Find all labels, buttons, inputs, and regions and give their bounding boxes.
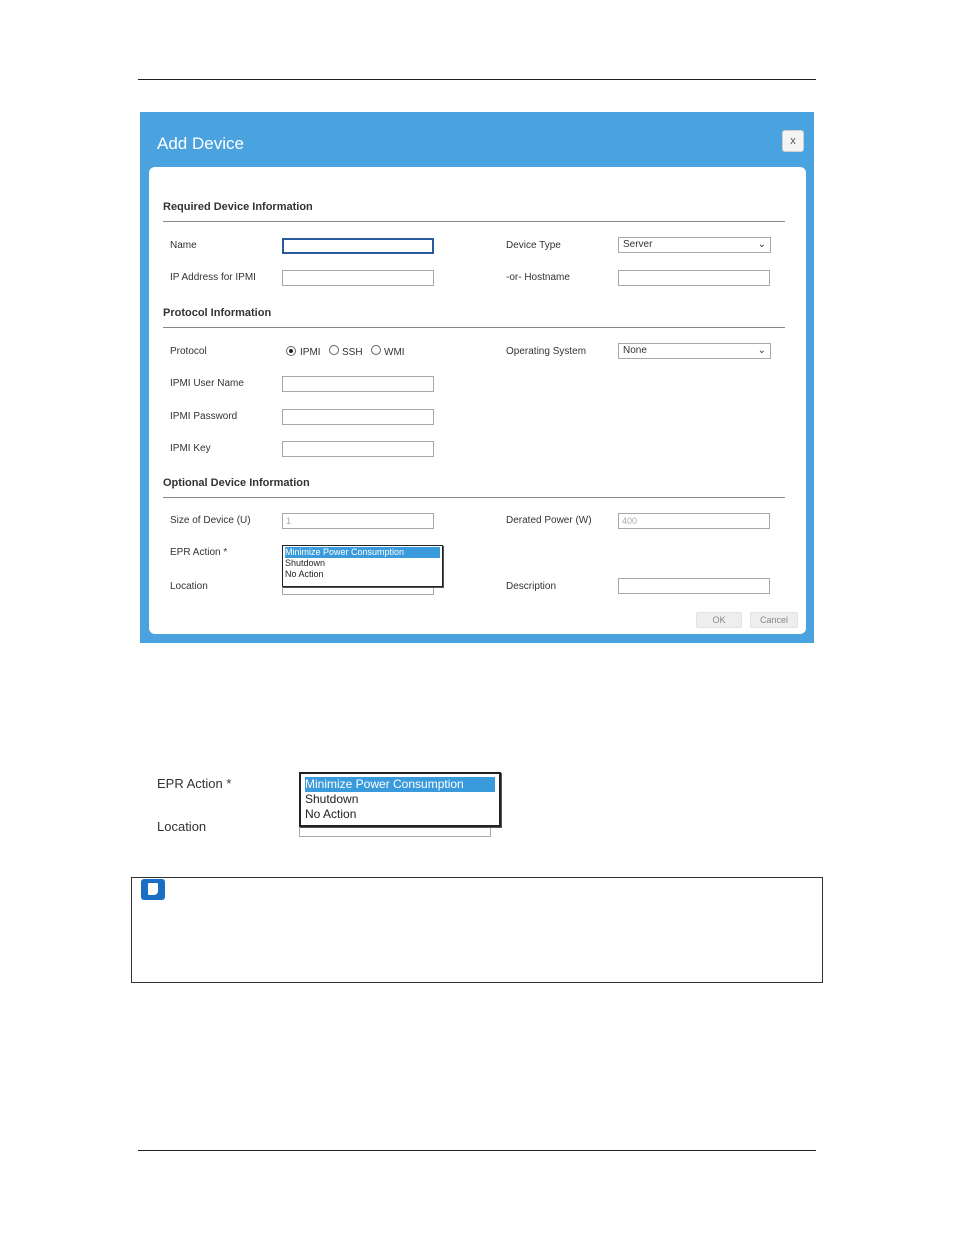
footer-rule bbox=[138, 1150, 816, 1151]
device-type-label: Device Type bbox=[506, 240, 561, 251]
protocol-radio-ipmi[interactable] bbox=[286, 346, 296, 356]
dialog-body bbox=[149, 167, 806, 634]
chevron-down-icon: ⌄ bbox=[757, 239, 766, 250]
section-title-optional: Optional Device Information bbox=[163, 477, 310, 489]
header-rule bbox=[138, 79, 816, 80]
operating-system-value: None bbox=[623, 345, 647, 356]
dialog-title: Add Device bbox=[157, 134, 244, 153]
epr-option-minimize[interactable]: Minimize Power Consumption bbox=[285, 547, 440, 558]
cancel-button[interactable]: Cancel bbox=[750, 612, 798, 628]
ok-button[interactable]: OK bbox=[696, 612, 742, 628]
section-title-protocol: Protocol Information bbox=[163, 307, 272, 319]
note-box bbox=[131, 877, 823, 983]
ipmi-password-input[interactable] bbox=[282, 409, 434, 425]
section-divider bbox=[163, 327, 785, 328]
derated-power-label: Derated Power (W) bbox=[506, 515, 592, 526]
location-label: Location bbox=[170, 581, 208, 592]
epr-option-no-action[interactable]: No Action bbox=[285, 569, 324, 579]
add-device-dialog bbox=[140, 112, 814, 643]
zoom-epr-option-no-action[interactable]: No Action bbox=[305, 807, 357, 821]
operating-system-select[interactable] bbox=[618, 343, 771, 359]
size-of-device-label: Size of Device (U) bbox=[170, 515, 251, 526]
epr-option-shutdown[interactable]: Shutdown bbox=[285, 558, 326, 568]
derated-power-input[interactable]: 400 bbox=[618, 513, 770, 529]
ipmi-password-label: IPMI Password bbox=[170, 411, 238, 422]
section-title-required: Required Device Information bbox=[163, 201, 313, 213]
epr-action-label: EPR Action * bbox=[170, 547, 228, 558]
ipmi-key-input[interactable] bbox=[282, 441, 434, 457]
device-type-value: Server bbox=[623, 239, 653, 250]
note-icon bbox=[141, 879, 165, 900]
zoom-epr-option-shutdown[interactable]: Shutdown bbox=[305, 792, 359, 806]
section-divider bbox=[163, 497, 785, 498]
ip-address-input[interactable] bbox=[282, 270, 434, 286]
name-label: Name bbox=[170, 240, 197, 251]
operating-system-label: Operating System bbox=[506, 346, 587, 357]
description-input[interactable] bbox=[618, 578, 770, 594]
zoom-epr-option-minimize[interactable]: Minimize Power Consumption bbox=[305, 777, 495, 792]
ipmi-user-input[interactable] bbox=[282, 376, 434, 392]
description-label: Description bbox=[506, 581, 557, 592]
hostname-label: -or- Hostname bbox=[506, 272, 570, 283]
section-divider bbox=[163, 221, 785, 222]
protocol-label: Protocol bbox=[170, 346, 207, 357]
device-type-select[interactable] bbox=[618, 237, 771, 253]
zoom-location-label: Location bbox=[157, 819, 207, 834]
zoom-epr-action-listbox[interactable] bbox=[299, 772, 501, 827]
size-of-device-input[interactable]: 1 bbox=[282, 513, 434, 529]
epr-action-listbox[interactable] bbox=[282, 545, 443, 587]
close-button[interactable]: x bbox=[782, 130, 804, 152]
protocol-radio-ssh[interactable] bbox=[329, 345, 339, 355]
name-input[interactable] bbox=[282, 238, 434, 254]
protocol-option-ssh: SSH bbox=[342, 347, 363, 358]
protocol-option-ipmi: IPMI bbox=[300, 347, 321, 358]
chevron-down-icon: ⌄ bbox=[757, 345, 766, 356]
protocol-option-wmi: WMI bbox=[384, 347, 405, 358]
protocol-radio-wmi[interactable] bbox=[371, 345, 381, 355]
zoom-epr-action-label: EPR Action * bbox=[157, 776, 232, 791]
ipmi-key-label: IPMI Key bbox=[170, 443, 211, 454]
ipmi-user-label: IPMI User Name bbox=[170, 378, 244, 389]
hostname-input[interactable] bbox=[618, 270, 770, 286]
ip-address-label: IP Address for IPMI bbox=[170, 272, 256, 283]
